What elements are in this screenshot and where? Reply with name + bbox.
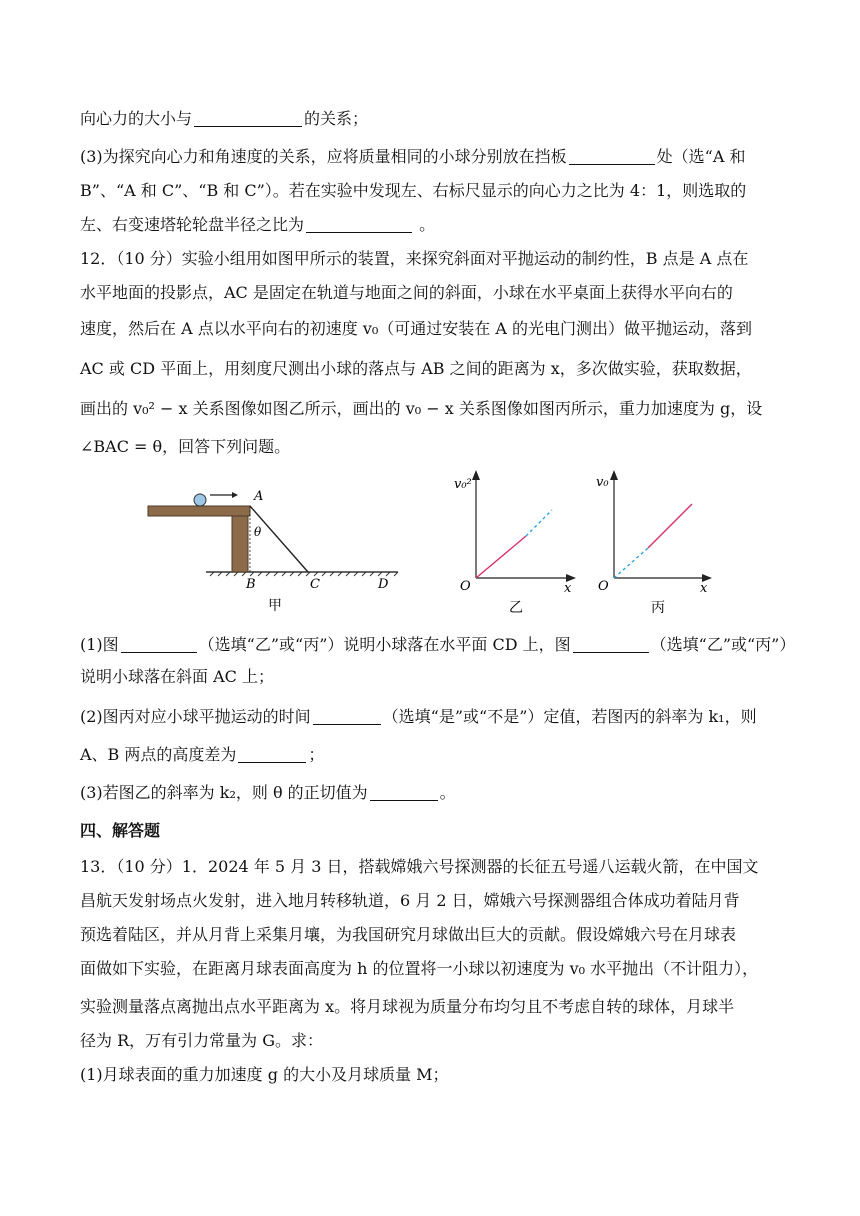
text-span: （选填“是”或“不是”）定值，若图丙的斜率为 k₁，则 — [382, 707, 757, 726]
text-line — [80, 214, 435, 236]
answer-blank[interactable] — [573, 636, 649, 653]
text-line: 13．（10 分）1．2024 年 5 月 3 日，搭载嫦娥六号探测器的长征五号遥八运载火箭，在中国文 — [80, 857, 759, 876]
text-line: 速度，然后在 A 点以水平向右的初速度 v₀（可通过安装在 A 的光电门测出）做平抛运动，落到 — [80, 319, 752, 338]
text-span: (2)图丙对应小球平抛运动的时间 — [80, 707, 311, 726]
text-line — [80, 634, 795, 656]
arrow-head — [232, 492, 238, 498]
text-span: 。 — [414, 215, 436, 234]
text-line: 实验测量落点离抛出点水平距离为 x。将月球视为质量分布均匀且不考虑自转的球体，月球半 — [80, 997, 735, 1016]
x-label: x — [564, 581, 572, 596]
caption-yi: 乙 — [509, 600, 523, 616]
label-theta: θ — [254, 525, 262, 539]
tabletop — [148, 506, 250, 516]
answer-blank[interactable] — [306, 216, 412, 233]
dashed-segment — [526, 510, 552, 536]
text-line: 面做如下实验，在距离月球表面高度为 h 的位置将一小球以初速度为 v₀ 水平抛出（不计阻力）， — [80, 959, 759, 978]
table-leg — [232, 516, 248, 572]
text-line — [80, 744, 324, 766]
text-line: 昌航天发射场点火发射，进入地月转移轨道，6 月 2 日，嫦娥六号探测器组合体成功着陆月背 — [80, 891, 740, 910]
caption-bing: 丙 — [651, 600, 665, 616]
incline-ac — [250, 506, 308, 572]
section-heading: 四、解答题 — [80, 821, 161, 840]
solid-segment — [648, 504, 692, 548]
dashed-segment — [614, 548, 648, 578]
text-line — [80, 146, 746, 168]
text-span: （选填“乙”或“丙”）说明小球落在水平面 CD 上，图 — [198, 635, 571, 654]
label-d: D — [378, 577, 389, 592]
y-label: v₀² — [454, 477, 472, 492]
text-span: 处（选“A 和 — [656, 147, 746, 166]
x-label: x — [700, 581, 708, 596]
solid-segment — [476, 536, 526, 578]
label-c: C — [310, 577, 320, 592]
text-line — [80, 706, 757, 728]
answer-blank[interactable] — [370, 784, 438, 801]
answer-blank[interactable] — [238, 746, 306, 763]
answer-blank[interactable] — [313, 708, 381, 725]
text-span: 的关系； — [304, 109, 369, 128]
text-span: （选填“乙”或“丙”） — [650, 635, 796, 654]
text-line — [80, 782, 456, 804]
label-b: B — [246, 577, 256, 592]
origin-label: O — [460, 579, 471, 594]
text-span: (1)图 — [80, 635, 119, 654]
origin-label: O — [598, 579, 609, 594]
y-axis-arrow — [472, 470, 480, 480]
ball — [194, 494, 206, 506]
label-a: A — [254, 489, 264, 504]
answer-blank[interactable] — [569, 148, 655, 165]
text-span: ； — [308, 745, 325, 764]
text-line: (1)月球表面的重力加速度 g 的大小及月球质量 M； — [80, 1065, 449, 1084]
text-line: AC 或 CD 平面上，用刻度尺测出小球的落点与 AB 之间的距离为 x，多次做实验，获取数据， — [80, 359, 752, 378]
y-label: v₀ — [596, 475, 609, 490]
text-line: 水平地面的投影点，AC 是固定在轨道与地面之间的斜面，小球在水平桌面上获得水平向右的 — [80, 283, 733, 302]
text-line: ∠BAC = θ，回答下列问题。 — [80, 437, 291, 456]
text-line: 预选着陆区，并从月背上采集月壤，为我国研究月球做出巨大的贡献。假设嫦娥六号在月球表 — [80, 925, 737, 944]
text-line: 12．（10 分）实验小组用如图甲所示的装置，来探究斜面对平抛运动的制约性，B 点是 A 点在 — [80, 249, 749, 268]
text-line: 说明小球落在斜面 AC 上； — [80, 667, 274, 686]
answer-blank[interactable] — [121, 636, 197, 653]
text-line: B”、“A 和 C”、“B 和 C”）。若在实验中发现左、右标尺显示的向心力之比为 4：1，则选取的 — [80, 181, 747, 200]
figure-bing — [590, 468, 720, 620]
text-line: 画出的 v₀² − x 关系图像如图乙所示，画出的 v₀ − x 关系图像如图丙所示，重力加速度为 g，设 — [80, 399, 763, 418]
text-line: 径为 R，万有引力常量为 G。求： — [80, 1031, 324, 1050]
y-axis-arrow — [610, 470, 618, 480]
answer-blank[interactable] — [194, 110, 302, 127]
caption-jia: 甲 — [268, 598, 282, 614]
text-span: (3)为探究向心力和角速度的关系，应将质量相同的小球分别放在挡板 — [80, 147, 567, 166]
figure-jia — [140, 480, 410, 620]
figure-yi — [450, 468, 590, 620]
text-span: A、B 两点的高度差为 — [80, 745, 237, 764]
text-span: (3)若图乙的斜率为 k₂，则 θ 的正切值为 — [80, 783, 368, 802]
text-line — [80, 108, 368, 130]
text-span: 向心力的大小与 — [80, 109, 193, 128]
text-span: 左、右变速塔轮轮盘半径之比为 — [80, 215, 305, 234]
text-span: 。 — [439, 783, 456, 802]
